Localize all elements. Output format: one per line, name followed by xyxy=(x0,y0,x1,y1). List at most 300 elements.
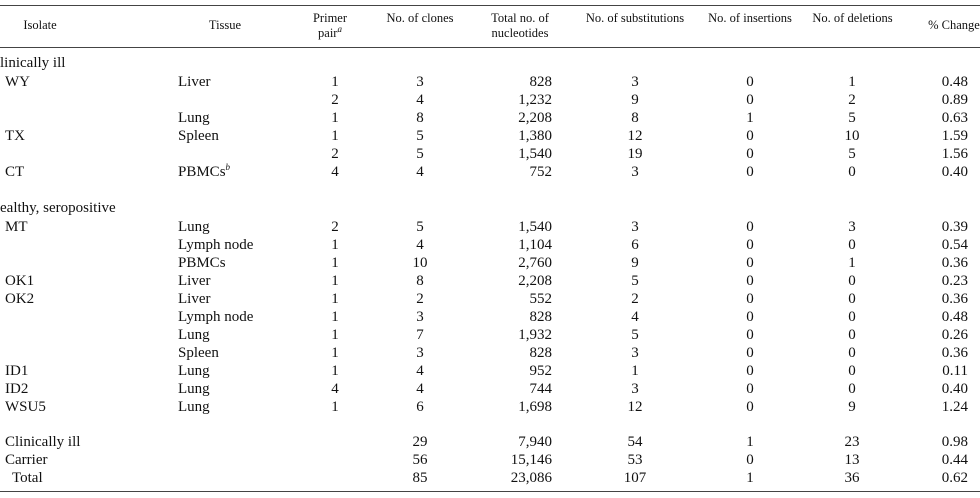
cell-primer xyxy=(310,344,360,362)
summary-nucleotides-text: 15,146 xyxy=(510,452,552,468)
cell-clones-text: 5 xyxy=(416,128,424,144)
cell-change xyxy=(900,73,968,91)
cell-deletions-text: 5 xyxy=(848,110,856,126)
cell-substitutions-text: 12 xyxy=(627,399,643,415)
cell-insertions-text: 0 xyxy=(746,128,754,144)
cell-insertions xyxy=(725,109,775,127)
cell-tissue xyxy=(178,308,253,326)
footnote-b: b xyxy=(225,162,231,172)
cell-substitutions-text: 19 xyxy=(627,146,643,162)
cell-insertions-text: 0 xyxy=(746,327,754,343)
cell-primer-text: 1 xyxy=(331,399,339,415)
cell-nucleotides-text: 1,540 xyxy=(518,146,552,162)
cell-insertions-text: 0 xyxy=(746,381,754,397)
cell-clones xyxy=(395,380,445,398)
cell-substitutions-text: 3 xyxy=(631,164,639,180)
cell-deletions-text: 0 xyxy=(848,291,856,307)
cell-substitutions xyxy=(610,290,660,308)
cell-tissue xyxy=(178,73,210,91)
summary-label-text: Total xyxy=(12,470,43,486)
cell-tissue xyxy=(178,398,210,416)
cell-clones-text: 3 xyxy=(416,74,424,90)
cell-deletions-text: 0 xyxy=(848,309,856,325)
cell-change-text: 0.36 xyxy=(941,255,968,271)
cell-substitutions xyxy=(610,326,660,344)
cell-substitutions-text: 1 xyxy=(631,363,639,379)
cell-change-text: 0.26 xyxy=(941,327,968,343)
cell-tissue-text: Spleen xyxy=(178,345,219,361)
summary-insertions-text: 1 xyxy=(746,434,754,450)
cell-primer-text: 2 xyxy=(331,219,339,235)
cell-deletions xyxy=(827,73,877,91)
cell-clones-text: 6 xyxy=(416,399,424,415)
cell-change xyxy=(900,290,968,308)
cell-insertions-text: 0 xyxy=(746,291,754,307)
cell-primer xyxy=(310,380,360,398)
summary-insertions-text: 1 xyxy=(746,470,754,486)
cell-deletions xyxy=(827,109,877,127)
cell-substitutions-text: 3 xyxy=(631,345,639,361)
cell-substitutions-text: 4 xyxy=(631,309,639,325)
cell-tissue xyxy=(178,127,219,145)
cell-isolate xyxy=(5,380,28,398)
summary-clones xyxy=(395,451,445,469)
cell-insertions-text: 0 xyxy=(746,74,754,90)
cell-primer-text: 1 xyxy=(331,309,339,325)
cell-deletions xyxy=(827,326,877,344)
cell-insertions xyxy=(725,236,775,254)
summary-clones-text: 29 xyxy=(412,434,428,450)
header-isolate: Isolate xyxy=(23,18,57,32)
cell-primer xyxy=(310,91,360,109)
cell-deletions-text: 0 xyxy=(848,273,856,289)
summary-insertions xyxy=(725,451,775,469)
cell-nucleotides-text: 552 xyxy=(529,291,552,307)
cell-substitutions-text: 3 xyxy=(631,74,639,90)
cell-change-text: 0.63 xyxy=(941,110,968,126)
cell-isolate xyxy=(5,290,34,308)
cell-nucleotides-text: 1,540 xyxy=(518,219,552,235)
cell-deletions-text: 9 xyxy=(848,399,856,415)
cell-clones xyxy=(395,127,445,145)
cell-clones-text: 5 xyxy=(416,146,424,162)
cell-primer-text: 2 xyxy=(331,92,339,108)
cell-insertions xyxy=(725,127,775,145)
cell-tissue xyxy=(178,272,210,290)
cell-insertions-text: 0 xyxy=(746,92,754,108)
cell-deletions xyxy=(827,362,877,380)
cell-deletions xyxy=(827,290,877,308)
cell-nucleotides-text: 828 xyxy=(529,74,552,90)
cell-primer-text: 1 xyxy=(331,74,339,90)
cell-nucleotides xyxy=(470,109,552,127)
cell-primer-text: 1 xyxy=(331,291,339,307)
cell-primer xyxy=(310,163,360,181)
cell-insertions-text: 0 xyxy=(746,363,754,379)
cell-isolate xyxy=(5,398,46,416)
cell-nucleotides xyxy=(470,218,552,236)
cell-clones xyxy=(395,272,445,290)
cell-clones-text: 4 xyxy=(416,164,424,180)
summary-change-text: 0.62 xyxy=(941,470,968,486)
summary-label-text: Carrier xyxy=(5,452,48,468)
cell-insertions xyxy=(725,344,775,362)
cell-insertions xyxy=(725,272,775,290)
cell-nucleotides-text: 752 xyxy=(529,164,552,180)
cell-deletions-text: 3 xyxy=(848,219,856,235)
cell-nucleotides xyxy=(470,290,552,308)
summary-substitutions-text: 107 xyxy=(623,470,647,486)
cell-tissue-text: Lung xyxy=(178,327,210,343)
cell-isolate-text: TX xyxy=(5,128,25,144)
cell-clones-text: 2 xyxy=(416,291,424,307)
summary-change-text: 0.98 xyxy=(941,434,968,450)
cell-change xyxy=(900,218,968,236)
cell-primer xyxy=(310,145,360,163)
cell-tissue-text: Liver xyxy=(178,273,211,289)
cell-change-text: 0.23 xyxy=(941,273,968,289)
cell-change xyxy=(900,380,968,398)
cell-clones xyxy=(395,145,445,163)
footnote-a: a xyxy=(337,23,342,34)
cell-insertions-text: 1 xyxy=(746,110,754,126)
group-label-clinically-ill: linically ill xyxy=(0,55,66,71)
summary-nucleotides xyxy=(470,451,552,469)
cell-deletions xyxy=(827,236,877,254)
cell-insertions-text: 0 xyxy=(746,219,754,235)
cell-primer xyxy=(310,254,360,272)
cell-deletions-text: 0 xyxy=(848,363,856,379)
cell-primer xyxy=(310,398,360,416)
cell-nucleotides xyxy=(470,272,552,290)
cell-clones xyxy=(395,163,445,181)
summary-change-text: 0.44 xyxy=(941,452,968,468)
cell-substitutions xyxy=(610,218,660,236)
cell-clones-text: 3 xyxy=(416,309,424,325)
cell-insertions xyxy=(725,290,775,308)
cell-substitutions xyxy=(610,380,660,398)
cell-isolate-text: WY xyxy=(5,74,30,90)
cell-tissue-text: Lung xyxy=(178,399,210,415)
cell-change xyxy=(900,236,968,254)
summary-deletions xyxy=(827,451,877,469)
cell-deletions xyxy=(827,308,877,326)
cell-substitutions-text: 9 xyxy=(631,255,639,271)
cell-insertions xyxy=(725,218,775,236)
cell-deletions xyxy=(827,218,877,236)
summary-label xyxy=(5,451,47,469)
cell-deletions xyxy=(827,91,877,109)
summary-change xyxy=(900,469,968,487)
cell-insertions xyxy=(725,362,775,380)
cell-clones-text: 7 xyxy=(416,327,424,343)
cell-insertions-text: 0 xyxy=(746,164,754,180)
cell-isolate-text: MT xyxy=(5,219,28,235)
cell-change xyxy=(900,344,968,362)
cell-clones-text: 8 xyxy=(416,110,424,126)
cell-nucleotides xyxy=(470,326,552,344)
cell-deletions-text: 0 xyxy=(848,345,856,361)
cell-clones-text: 8 xyxy=(416,273,424,289)
cell-primer xyxy=(310,326,360,344)
cell-change-text: 0.36 xyxy=(941,291,968,307)
cell-clones-text: 4 xyxy=(416,92,424,108)
cell-substitutions xyxy=(610,91,660,109)
cell-substitutions-text: 3 xyxy=(631,219,639,235)
cell-change-text: 1.24 xyxy=(941,399,968,415)
cell-change xyxy=(900,145,968,163)
summary-insertions-text: 0 xyxy=(746,452,754,468)
summary-nucleotides-text: 23,086 xyxy=(510,470,552,486)
cell-nucleotides xyxy=(470,236,552,254)
header-deletions: No. of deletions xyxy=(812,11,893,25)
cell-primer xyxy=(310,109,360,127)
cell-clones xyxy=(395,398,445,416)
cell-substitutions xyxy=(610,73,660,91)
cell-nucleotides xyxy=(470,380,552,398)
cell-deletions-text: 1 xyxy=(848,74,856,90)
cell-substitutions-text: 5 xyxy=(631,273,639,289)
cell-clones-text: 4 xyxy=(416,363,424,379)
cell-clones xyxy=(395,236,445,254)
cell-substitutions xyxy=(610,362,660,380)
cell-nucleotides xyxy=(470,163,552,181)
cell-tissue-text: Spleen xyxy=(178,128,219,144)
summary-label xyxy=(5,433,80,451)
cell-insertions-text: 0 xyxy=(746,345,754,361)
cell-substitutions-text: 6 xyxy=(631,237,639,253)
cell-primer xyxy=(310,308,360,326)
cell-deletions xyxy=(827,145,877,163)
cell-isolate-text: OK2 xyxy=(5,291,35,307)
cell-insertions xyxy=(725,73,775,91)
cell-insertions xyxy=(725,380,775,398)
cell-deletions-text: 0 xyxy=(848,327,856,343)
cell-nucleotides xyxy=(470,73,552,91)
cell-isolate xyxy=(5,127,25,145)
cell-nucleotides xyxy=(470,91,552,109)
header-rule xyxy=(0,47,980,48)
cell-change-text: 0.89 xyxy=(941,92,968,108)
cell-isolate xyxy=(5,73,30,91)
cell-isolate xyxy=(5,163,24,181)
cell-deletions xyxy=(827,380,877,398)
cell-insertions-text: 0 xyxy=(746,146,754,162)
cell-isolate-text: ID1 xyxy=(5,363,29,379)
cell-tissue xyxy=(178,254,226,272)
cell-deletions-text: 0 xyxy=(848,381,856,397)
cell-substitutions-text: 5 xyxy=(631,327,639,343)
cell-primer xyxy=(310,73,360,91)
cell-change-text: 0.48 xyxy=(941,309,968,325)
cell-clones-text: 4 xyxy=(416,237,424,253)
cell-nucleotides xyxy=(470,344,552,362)
cell-tissue xyxy=(178,163,230,181)
cell-insertions-text: 0 xyxy=(746,255,754,271)
cell-isolate-text: ID2 xyxy=(5,381,29,397)
cell-tissue xyxy=(178,109,210,127)
cell-substitutions xyxy=(610,145,660,163)
cell-primer xyxy=(310,362,360,380)
cell-nucleotides xyxy=(470,127,552,145)
cell-deletions xyxy=(827,272,877,290)
cell-substitutions xyxy=(610,163,660,181)
cell-substitutions xyxy=(610,236,660,254)
summary-deletions xyxy=(827,433,877,451)
header-primer-text: Primer pair xyxy=(312,11,348,40)
cell-tissue-text: PBMCs xyxy=(178,164,226,180)
cell-tissue-text: Lymph node xyxy=(178,309,254,325)
cell-substitutions xyxy=(610,272,660,290)
cell-primer xyxy=(310,236,360,254)
cell-substitutions xyxy=(610,344,660,362)
cell-change-text: 0.36 xyxy=(941,345,968,361)
cell-change-text: 0.11 xyxy=(942,363,968,379)
cell-clones xyxy=(395,308,445,326)
cell-change-text: 0.39 xyxy=(941,219,968,235)
cell-nucleotides-text: 828 xyxy=(529,309,552,325)
cell-nucleotides-text: 828 xyxy=(529,345,552,361)
cell-clones xyxy=(395,218,445,236)
cell-primer-text: 1 xyxy=(331,345,339,361)
cell-substitutions xyxy=(610,109,660,127)
cell-substitutions xyxy=(610,254,660,272)
cell-insertions-text: 0 xyxy=(746,309,754,325)
cell-clones xyxy=(395,109,445,127)
cell-tissue-text: Lung xyxy=(178,219,210,235)
cell-change-text: 0.40 xyxy=(941,381,968,397)
summary-substitutions xyxy=(610,433,660,451)
summary-insertions xyxy=(725,469,775,487)
cell-primer xyxy=(310,272,360,290)
header-primer xyxy=(300,11,360,41)
cell-substitutions-text: 2 xyxy=(631,291,639,307)
cell-insertions-text: 0 xyxy=(746,237,754,253)
cell-insertions-text: 0 xyxy=(746,399,754,415)
cell-clones xyxy=(395,91,445,109)
summary-nucleotides-text: 7,940 xyxy=(518,434,552,450)
cell-primer xyxy=(310,290,360,308)
summary-deletions-text: 23 xyxy=(844,434,860,450)
cell-nucleotides xyxy=(470,254,552,272)
cell-substitutions-text: 3 xyxy=(631,381,639,397)
cell-insertions xyxy=(725,398,775,416)
cell-nucleotides-text: 1,698 xyxy=(518,399,552,415)
cell-change-text: 1.56 xyxy=(941,146,968,162)
cell-nucleotides-text: 1,232 xyxy=(518,92,552,108)
bottom-rule xyxy=(0,491,980,492)
cell-insertions-text: 0 xyxy=(746,273,754,289)
cell-nucleotides-text: 2,208 xyxy=(518,273,552,289)
cell-tissue xyxy=(178,326,210,344)
header-clones: No. of clones xyxy=(386,11,454,25)
cell-clones-text: 4 xyxy=(416,381,424,397)
cell-tissue-text: Lung xyxy=(178,110,210,126)
cell-change-text: 0.54 xyxy=(941,237,968,253)
cell-insertions xyxy=(725,145,775,163)
cell-isolate-text: OK1 xyxy=(5,273,35,289)
cell-primer-text: 1 xyxy=(331,273,339,289)
cell-primer-text: 1 xyxy=(331,237,339,253)
cell-substitutions-text: 9 xyxy=(631,92,639,108)
cell-nucleotides-text: 744 xyxy=(529,381,552,397)
summary-deletions-text: 13 xyxy=(844,452,860,468)
cell-change xyxy=(900,254,968,272)
summary-label xyxy=(12,469,43,487)
header-change: % Change xyxy=(928,18,980,32)
summary-clones-text: 85 xyxy=(412,470,428,486)
cell-primer-text: 4 xyxy=(331,381,339,397)
cell-clones xyxy=(395,290,445,308)
cell-change xyxy=(900,91,968,109)
cell-isolate-text: WSU5 xyxy=(5,399,46,415)
summary-substitutions-text: 53 xyxy=(627,452,643,468)
cell-substitutions-text: 8 xyxy=(631,110,639,126)
cell-tissue-text: Lung xyxy=(178,363,210,379)
cell-deletions xyxy=(827,254,877,272)
cell-deletions-text: 1 xyxy=(848,255,856,271)
cell-deletions xyxy=(827,398,877,416)
cell-primer-text: 1 xyxy=(331,327,339,343)
cell-deletions xyxy=(827,344,877,362)
cell-isolate-text: CT xyxy=(5,164,25,180)
cell-nucleotides xyxy=(470,308,552,326)
cell-tissue-text: Lung xyxy=(178,381,210,397)
summary-label-text: Clinically ill xyxy=(5,434,81,450)
cell-insertions xyxy=(725,308,775,326)
cell-substitutions xyxy=(610,127,660,145)
summary-nucleotides xyxy=(470,469,552,487)
cell-isolate xyxy=(5,272,34,290)
cell-nucleotides xyxy=(470,362,552,380)
cell-nucleotides-text: 1,104 xyxy=(518,237,552,253)
cell-deletions-text: 5 xyxy=(848,146,856,162)
cell-clones xyxy=(395,254,445,272)
cell-change xyxy=(900,272,968,290)
cell-change xyxy=(900,308,968,326)
cell-nucleotides-text: 952 xyxy=(529,363,552,379)
cell-deletions xyxy=(827,127,877,145)
summary-clones xyxy=(395,433,445,451)
summary-change xyxy=(900,433,968,451)
cell-tissue xyxy=(178,362,210,380)
summary-substitutions-text: 54 xyxy=(627,434,643,450)
cell-primer-text: 1 xyxy=(331,110,339,126)
cell-tissue-text: Lymph node xyxy=(178,237,254,253)
cell-tissue xyxy=(178,344,219,362)
cell-clones-text: 10 xyxy=(412,255,428,271)
cell-change-text: 1.59 xyxy=(941,128,968,144)
cell-primer-text: 1 xyxy=(331,128,339,144)
cell-deletions xyxy=(827,163,877,181)
cell-primer-text: 4 xyxy=(331,164,339,180)
cell-tissue-text: Liver xyxy=(178,74,211,90)
cell-change-text: 0.40 xyxy=(941,164,968,180)
cell-tissue xyxy=(178,236,253,254)
header-insertions: No. of insertions xyxy=(708,11,792,25)
header-nucleotides: Total no. of nucleotides xyxy=(491,11,549,40)
cell-primer xyxy=(310,218,360,236)
cell-insertions xyxy=(725,163,775,181)
cell-tissue xyxy=(178,380,210,398)
cell-nucleotides-text: 2,760 xyxy=(518,255,552,271)
cell-substitutions xyxy=(610,308,660,326)
cell-isolate xyxy=(5,362,28,380)
cell-deletions-text: 0 xyxy=(848,237,856,253)
summary-clones xyxy=(395,469,445,487)
cell-change-text: 0.48 xyxy=(941,74,968,90)
summary-deletions xyxy=(827,469,877,487)
